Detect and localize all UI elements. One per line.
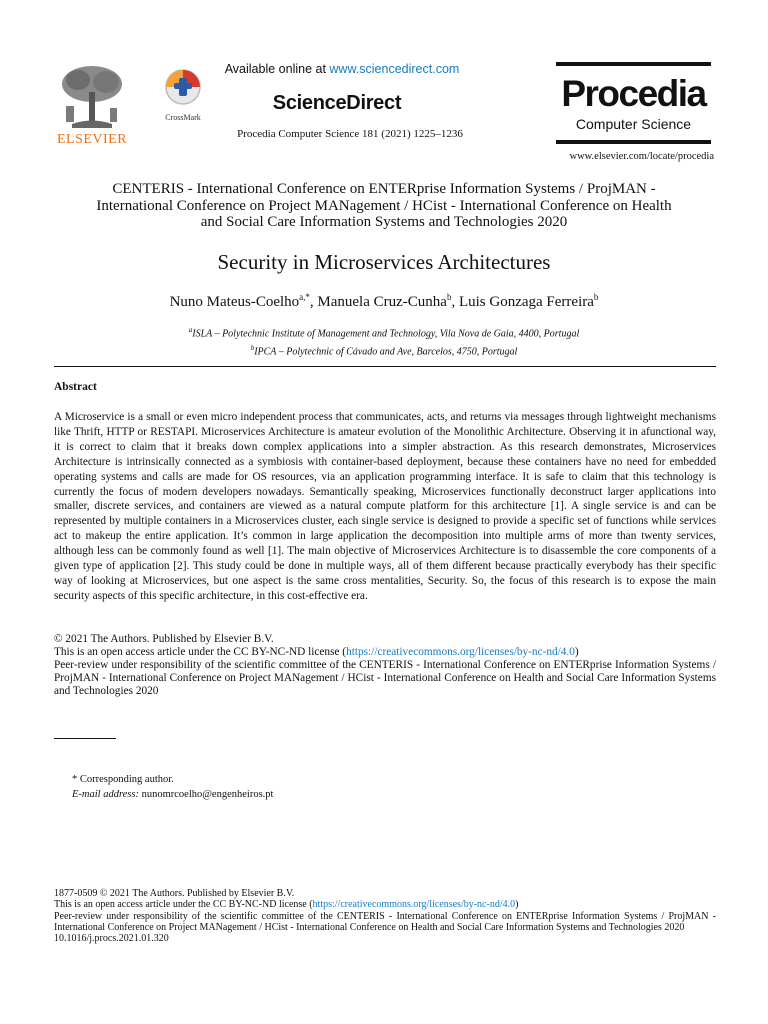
issn-line: 1877-0509 © 2021 The Authors. Published by Elsevier B.V. <box>54 888 295 899</box>
bottom-license-link[interactable]: https://creativecommons.org/licenses/by-nc-nd/4.0 <box>312 899 516 911</box>
email-address[interactable]: nunomrcoelho@engenheiros.pt <box>138 789 274 800</box>
elsevier-tree-icon <box>52 62 132 132</box>
author-name: Luis Gonzaga Ferreira <box>458 294 594 310</box>
author-affil-mark: b <box>446 292 452 302</box>
available-prefix: Available online at <box>224 62 330 76</box>
crossmark-label: CrossMark <box>165 113 201 122</box>
conference-name <box>50 181 718 231</box>
copyright-notice <box>54 633 716 698</box>
crossmark-badge[interactable] <box>158 68 208 120</box>
email-line <box>72 787 712 802</box>
affiliation-line <box>50 341 718 359</box>
author-name: Manuela Cruz-Cunha <box>317 294 447 310</box>
procedia-subtitle: Computer Science <box>575 116 692 132</box>
bottom-publication-info <box>54 888 716 944</box>
sciencedirect-wordmark: ScienceDirect <box>272 92 402 114</box>
conference-line: International Conference on Project MANagement / HCist - International Conference on Health <box>96 197 672 214</box>
copyright-line: © 2021 The Authors. Published by Elsevier B.V. <box>54 633 274 645</box>
license-line <box>54 646 716 659</box>
affiliations <box>50 323 718 360</box>
abstract-body: A Microservice is a small or even micro independent process that communicates, acts, and returns via messages through lightweight mechanisms like Thrift, HTTP or RESTAPI. Microservices Architecture is amateur evolution of the Monolithic Architecture. Observing it in afunctional way, it is correct to claim that it breaks down complex applications into a simpler abstraction. As this research demonstrates, Microservices Architecture is intrinsically connected as a symbiosis with container-based deployment, because these containers have no need for embedded operating systems and calls are made for OS resources, via an application programming interface. It is safe to claim that this technology is currently the focus of modern developers nowadays. Semantically speaking, Microservices functionally deconstruct larger applications into smaller, discrete services, and containers are viewed as a natural compute platform for this architecture [1]. A single service is and can be represented by multiple containers in a Microservices cluster, each single service is designed to provide a specific set of functions while services act to makeup the entire application. It’s common in large application the decomposition into multiple arms of more than twenty services, although less can be commonly found as well [1]. The main objective of Microservices Architecture is to disassemble the core components of a given type of application [2]. This study could be done in multiple ways, all of them different because practically everybody has their specific way of looking at Microservices, but one aspect is the same cross mentalities, Security. So, the focus of this research is to expose the main security aspects of this specific architecture, in this cost-effective era. <box>54 411 716 602</box>
author-separator: , <box>309 294 318 310</box>
elsevier-logo <box>52 62 132 148</box>
footnote-divider <box>54 738 116 739</box>
author-affil-mark: b <box>593 292 599 302</box>
author-name: Nuno Mateus-Coelho <box>169 294 300 310</box>
crossmark-icon <box>164 68 202 106</box>
author-affil-mark: a,* <box>299 292 310 302</box>
license-suffix: ) <box>574 646 579 658</box>
bottom-license-prefix: This is an open access article under the CC BY-NC-ND license ( <box>54 899 313 911</box>
author-list <box>50 292 718 311</box>
elsevier-wordmark: ELSEVIER <box>56 132 128 147</box>
procedia-top-bar <box>556 62 711 66</box>
abstract-heading: Abstract <box>54 381 97 393</box>
license-prefix: This is an open access article under the CC BY-NC-ND license ( <box>54 646 347 658</box>
affiliation-text: IPCA – Polytechnic of Cávado and Ave, Barcelos, 4750, Portugal <box>254 346 518 358</box>
email-label: E-mail address: <box>72 789 139 800</box>
license-link[interactable]: https://creativecommons.org/licenses/by-nc-nd/4.0 <box>346 646 575 658</box>
bottom-license-line <box>54 899 716 910</box>
bottom-peer-review: Peer-review under responsibility of the scientific committee of the CENTERIS - International Conference on ENTERprise Information Systems / ProjMAN - International Conference on Project MANagement / HCist - International Conference on Health and Social Care Information Systems and Technologies 2020 <box>54 910 716 933</box>
conference-line: CENTERIS - International Conference on ENTERprise Information Systems / ProjMAN - <box>112 181 656 197</box>
author-separator: , <box>451 294 459 310</box>
conference-line: and Social Care Information Systems and Technologies 2020 <box>200 214 568 230</box>
paper-title: Security in Microservices Architectures <box>217 250 551 274</box>
corresponding-author-note: * Corresponding author. <box>72 774 174 785</box>
bottom-license-suffix: ) <box>515 899 519 911</box>
section-divider <box>54 366 716 367</box>
corresponding-footnote <box>72 772 712 802</box>
journal-url[interactable]: www.elsevier.com/locate/procedia <box>569 151 714 162</box>
sciencedirect-link[interactable]: www.sciencedirect.com <box>329 62 460 76</box>
affiliation-mark: b <box>250 344 255 353</box>
peer-review-statement: Peer-review under responsibility of the scientific committee of the CENTERIS - International Conference on ENTERprise Information Systems / ProjMAN - International Conference on Project MANagement / HCist - International Conference on Health and Social Care Information Systems and Technologies 2020 <box>54 659 716 697</box>
procedia-wordmark: Procedia <box>561 73 706 114</box>
affiliation-mark: a <box>188 326 193 334</box>
available-online <box>212 62 472 76</box>
affiliation-text: ISLA – Polytechnic Institute of Management and Technology, Vila Nova de Gaia, 4400, Portugal <box>192 328 580 340</box>
procedia-bottom-bar <box>556 140 711 144</box>
journal-reference: Procedia Computer Science 181 (2021) 1225–1236 <box>237 128 463 140</box>
procedia-logo <box>556 62 711 144</box>
doi[interactable]: 10.1016/j.procs.2021.01.320 <box>54 933 169 945</box>
affiliation-line <box>50 323 718 341</box>
